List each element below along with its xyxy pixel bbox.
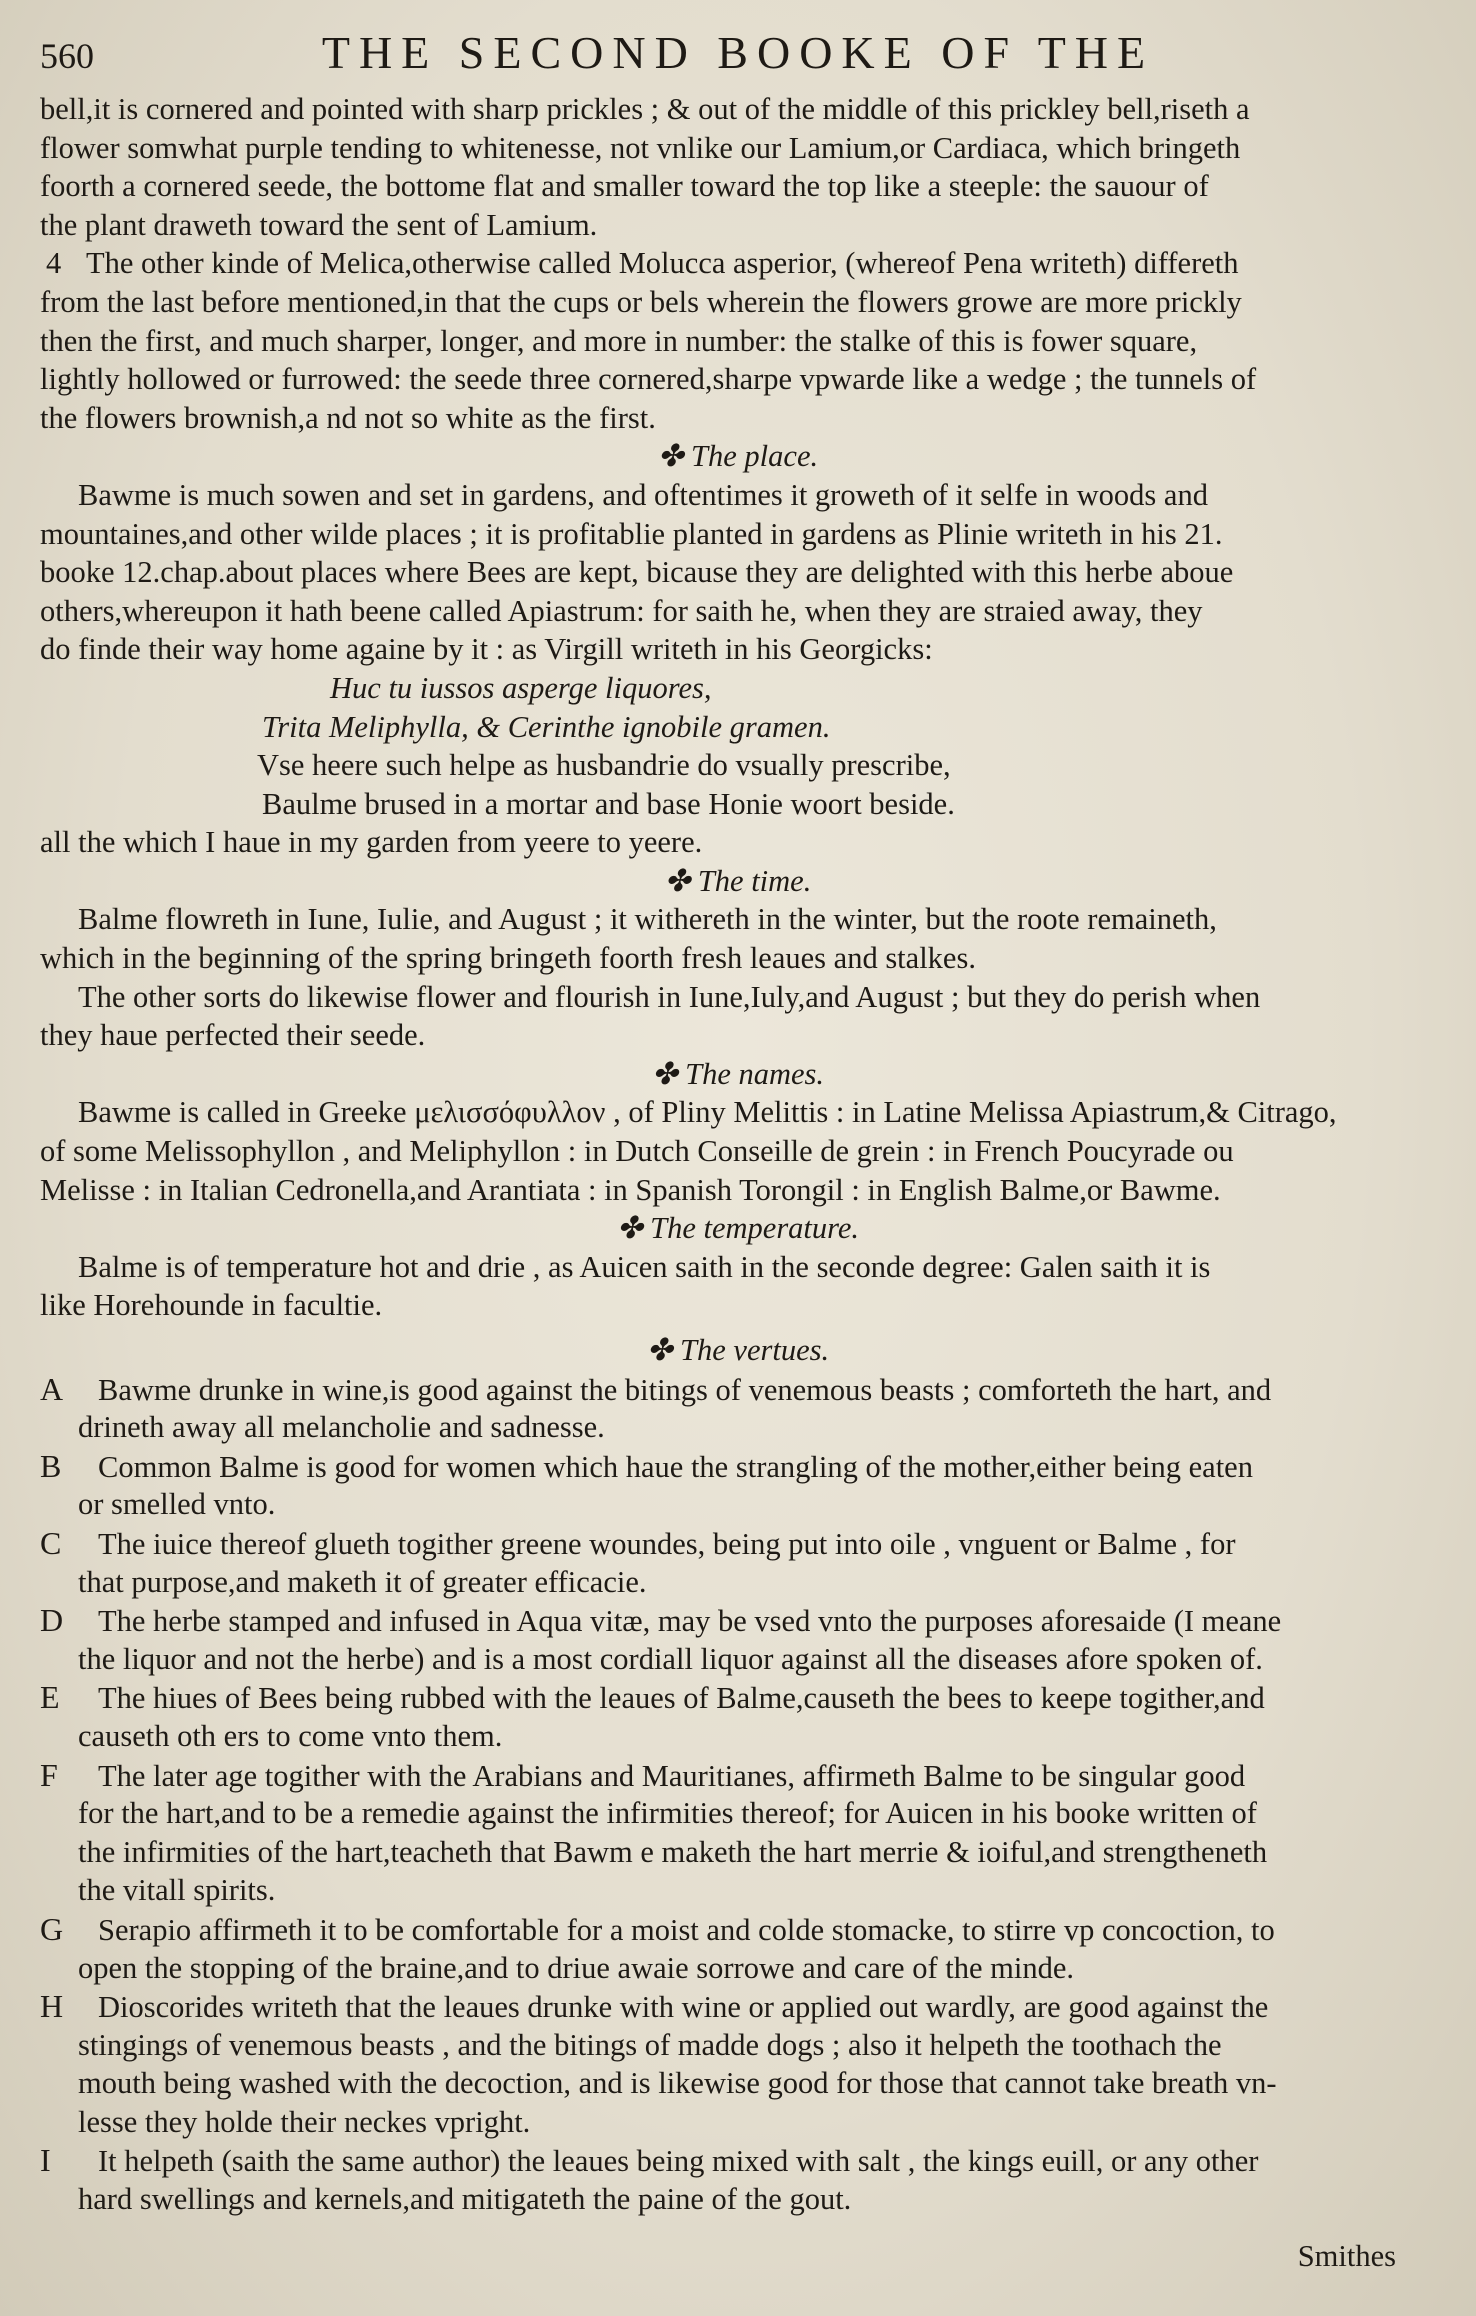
text-line: Common Balme is good for women which haue the strangling of the mother,either being eaten bbox=[98, 1449, 1253, 1484]
margin-letter: G bbox=[40, 1910, 64, 1947]
text-line: Bawme is called in Greeke μελισσόφυλλον , of Pliny Melittis : in Latine Melissa Apiastrum,& Citrago, bbox=[78, 1095, 1337, 1130]
verse-line: Trita Meliphylla, & Cerinthe ignobile gramen. bbox=[262, 709, 831, 744]
verse-line: Vse heere such helpe as husbandrie do vsually prescribe, bbox=[257, 748, 951, 783]
section-heading: ✤ The names. bbox=[651, 1056, 825, 1091]
text-line: Bawme is much sowen and set in gardens, and oftentimes it groweth of it selfe in woods and bbox=[78, 477, 1208, 512]
text-line: Melisse : in Italian Cedronella,and Arantiata : in Spanish Torongil : in English Balme,or Bawme. bbox=[40, 1172, 1221, 1207]
text-line: all the which I haue in my garden from yeere to yeere. bbox=[40, 825, 703, 860]
section-number: 4 bbox=[46, 246, 62, 281]
paragraph-bell bbox=[40, 90, 1436, 244]
margin-letter: F bbox=[40, 1756, 58, 1793]
text-line: The later age togither with the Arabians and Mauritianes, affirmeth Balme to be singular good bbox=[98, 1758, 1246, 1793]
vertue-item-i bbox=[40, 2141, 1436, 2218]
text-line: lightly hollowed or furrowed: the seede three cornered,sharpe vpwarde like a wedge ; the tunnels of bbox=[40, 362, 1257, 397]
text-line: hard swellings and kernels,and mitigateth the paine of the gout. bbox=[78, 2182, 852, 2217]
text-line: the flowers brownish,a nd not so white as the first. bbox=[40, 400, 656, 435]
page-header bbox=[40, 26, 1436, 90]
text-line: foorth a cornered seede, the bottome flat and smaller toward the top like a steeple: the sauour of bbox=[40, 169, 1209, 204]
page-number: 560 bbox=[40, 36, 94, 76]
text-line: flower somwhat purple tending to whitenesse, not vnlike our Lamium,or Cardiaca, which bringeth bbox=[40, 130, 1241, 165]
margin-letter: C bbox=[40, 1524, 62, 1561]
margin-letter: E bbox=[40, 1679, 60, 1716]
section-heading: ✤ The place. bbox=[657, 439, 819, 474]
text-line: or smelled vnto. bbox=[78, 1487, 276, 1522]
vertue-item-f bbox=[40, 1756, 1436, 1910]
text-line: drineth away all melancholie and sadnesse. bbox=[78, 1410, 605, 1445]
vertue-item-e bbox=[40, 1678, 1436, 1755]
text-line: lesse they holde their neckes vpright. bbox=[78, 2104, 531, 2139]
text-line: causeth oth ers to come vnto them. bbox=[78, 1718, 503, 1753]
text-line: like Horehounde in facultie. bbox=[40, 1288, 383, 1323]
section-heading: ✤ The time. bbox=[664, 863, 812, 898]
text-line: from the last before mentioned,in that the cups or bels wherein the flowers growe are more prickly bbox=[40, 284, 1242, 319]
section-temperature bbox=[40, 1209, 1436, 1325]
text-line: Balme flowreth in Iune, Iulie, and August ; it withereth in the winter, but the roote remaineth, bbox=[78, 902, 1217, 937]
text-line: bell,it is cornered and pointed with sharp prickles ; & out of the middle of this prickley bell,riseth a bbox=[40, 92, 1250, 126]
vertue-item-h bbox=[40, 1987, 1436, 2141]
text-line: booke 12.chap.about places where Bees are kept, bicause they are delighted with this herbe aboue bbox=[40, 555, 1234, 590]
running-head: THE SECOND BOOKE OF THE bbox=[321, 27, 1155, 78]
vertue-item-a bbox=[40, 1370, 1436, 1447]
text-line: The iuice thereof glueth togither greene woundes, being put into oile , vnguent or Balme , for bbox=[98, 1526, 1236, 1561]
text-line: which in the beginning of the spring bringeth foorth fresh leaues and stalkes. bbox=[40, 941, 976, 976]
margin-letter: D bbox=[40, 1602, 64, 1639]
text-line: Dioscorides writeth that the leaues drunke with wine or applied out wardly, are good against the bbox=[98, 1990, 1269, 2025]
text-line: do finde their way home againe by it : as Virgill writeth in his Georgicks: bbox=[40, 632, 933, 667]
paragraph-melica bbox=[40, 244, 1436, 437]
text-line: The other kinde of Melica,otherwise called Molucca asperior, (whereof Pena writeth) differeth bbox=[86, 246, 1239, 281]
margin-letter: I bbox=[40, 2142, 51, 2179]
verse-line: Huc tu iussos asperge liquores, bbox=[330, 670, 712, 705]
text-line: Balme is of temperature hot and drie , as Auicen saith in the seconde degree: Galen saith it is bbox=[78, 1249, 1211, 1284]
text-line: then the first, and much sharper, longer, and more in number: the stalke of this is fower square, bbox=[40, 323, 1198, 358]
section-heading: ✤ The temperature. bbox=[616, 1211, 860, 1246]
vertue-item-c bbox=[40, 1524, 1436, 1601]
text-line: they haue perfected their seede. bbox=[40, 1018, 426, 1053]
text-line: It helpeth (saith the same author) the leaues being mixed with salt , the kings euill, or any other bbox=[98, 2144, 1259, 2179]
section-names bbox=[40, 1055, 1436, 1209]
text-line: Bawme drunke in wine,is good against the bitings of venemous beasts ; comforteth the hart, and bbox=[98, 1372, 1272, 1407]
margin-letter: H bbox=[40, 1988, 64, 2025]
text-line: The herbe stamped and infused in Aqua vitæ, may be vsed vnto the purposes aforesaide (I meane bbox=[98, 1604, 1282, 1639]
text-line: Serapio affirmeth it to be comfortable for a moist and colde stomacke, to stirre vp concoction, to bbox=[98, 1912, 1275, 1947]
verse-line: Baulme brused in a mortar and base Honie woort beside. bbox=[262, 786, 955, 821]
text-line: stingings of venemous beasts , and the bitings of madde dogs ; also it helpeth the toothach the bbox=[78, 2027, 1222, 2062]
text-line: of some Melissophyllon , and Meliphyllon : in Dutch Conseille de grein : in French Poucyrade ou bbox=[40, 1134, 1234, 1169]
text-line: The other sorts do likewise flower and flourish in Iune,Iuly,and August ; but they do perish when bbox=[78, 979, 1261, 1014]
text-line: mountaines,and other wilde places ; it is profitablie planted in gardens as Plinie writeth in his 21. bbox=[40, 516, 1223, 551]
text-line: others,whereupon it hath beene called Apiastrum: for saith he, when they are straied away, they bbox=[40, 593, 1203, 628]
section-place bbox=[40, 437, 1436, 862]
text-line: open the stopping of the braine,and to driue awaie sorrowe and care of the minde. bbox=[78, 1950, 1074, 1985]
text-line: The hiues of Bees being rubbed with the leaues of Balme,causeth the bees to keepe togither,and bbox=[98, 1681, 1265, 1716]
text-line: for the hart,and to be a remedie against the infirmities thereof; for Auicen in his booke written of bbox=[78, 1796, 1257, 1831]
text-line: the vitall spirits. bbox=[78, 1873, 276, 1908]
text-line: mouth being washed with the decoction, and is likewise good for those that cannot take breath vn- bbox=[78, 2066, 1277, 2101]
text-line: the plant draweth toward the sent of Lamium. bbox=[40, 207, 598, 242]
section-heading: ✤ The vertues. bbox=[646, 1333, 830, 1367]
catchword: Smithes bbox=[1297, 2238, 1396, 2273]
vertue-item-b bbox=[40, 1447, 1436, 1524]
vertue-item-g bbox=[40, 1910, 1436, 1987]
margin-letter: A bbox=[40, 1370, 64, 1407]
text-line: the infirmities of the hart,teacheth that Bawm e maketh the hart merrie & ioiful,and strengtheneth bbox=[78, 1834, 1268, 1869]
text-line: that purpose,and maketh it of greater efficacie. bbox=[78, 1564, 647, 1599]
vertue-item-d bbox=[40, 1601, 1436, 1678]
text-line: the liquor and not the herbe) and is a most cordiall liquor against all the diseases afore spoken of. bbox=[78, 1641, 1263, 1676]
section-vertues bbox=[40, 1331, 1436, 2219]
margin-letter: B bbox=[40, 1447, 62, 1484]
section-time bbox=[40, 862, 1436, 1055]
